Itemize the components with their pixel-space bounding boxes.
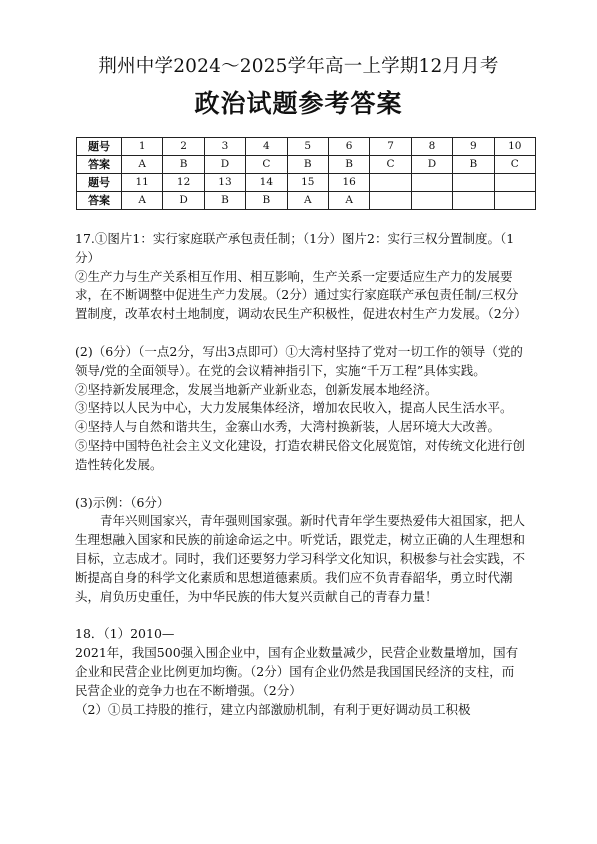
q18-part1-answer: 2021年，我国500强入围企业中，国有企业数量减少，民营企业数量增加，国有企业和民营企业比例更加均衡。（2分）国有企业仍然是我国国民经济的支柱，而民营企业的竞争力也在不断增强。（2分） <box>75 645 519 698</box>
answer-table-cell: 13 <box>204 174 245 192</box>
answer-table-cell: A <box>122 156 163 174</box>
answer-table-cell: B <box>328 156 369 174</box>
answer-table-cell: D <box>411 156 452 174</box>
answer-table-cell: A <box>122 192 163 210</box>
answer-table-cell: 10 <box>494 138 535 156</box>
answer-table-cell: 4 <box>246 138 287 156</box>
answer-table-cell: 14 <box>246 174 287 192</box>
answer-table-cell: D <box>163 192 204 210</box>
q17-part1-analysis: ②生产力与生产关系相互作用、相互影响，生产关系一定要适应生产力的发展要求，在不断调整中促进生产力发展。（2分）通过实行家庭联产承包责任制/三权分置制度，改革农村土地制度，调动农民生产积极性，促进农村生产力发展。（2分） <box>75 268 527 322</box>
answer-table-cell: 3 <box>204 138 245 156</box>
answer-table-cell: D <box>204 156 245 174</box>
answer-table-cell: 16 <box>328 174 369 192</box>
row-header-cell: 答案 <box>77 192 122 210</box>
answer-table-cell: 6 <box>328 138 369 156</box>
answer-table-cell: A <box>328 192 369 210</box>
answer-table-cell <box>453 174 494 192</box>
answer-table-cell: B <box>246 192 287 210</box>
q18-part2-answer: （2）①员工持股的推行，建立内部激励机制，有利于更好调动员工积极 <box>75 701 471 717</box>
answer-table-cell: 9 <box>453 138 494 156</box>
q17-part2-intro: (2)（6分）（一点2分，写出3点即可）①大湾村坚持了党对一切工作的领导（党的领导/党的全面领导）。在党的会议精神指引下，实施“千万工程”具体实践。 <box>75 343 523 378</box>
answer-table-cell: 1 <box>122 138 163 156</box>
q17-part1-answer: 17.①图片1：实行家庭联产承包责任制；（1分）图片2：实行三权分置制度。（1分） <box>75 231 515 265</box>
answer-table-cell: B <box>163 156 204 174</box>
q17-part2-point3: ③坚持以人民为中心，大力发展集体经济，增加农民收入，提高人民生活水平。 <box>75 400 513 416</box>
q17-part2-point4: ④坚持人与自然和谐共生，金寨山水秀，大湾村换新装，人居环境大大改善。 <box>75 419 501 435</box>
answer-table-cell: C <box>370 156 411 174</box>
answer-table <box>76 137 536 210</box>
answer-table-cell: 5 <box>287 138 328 156</box>
q17-part2-point2: ②坚持新发展理念，发展当地新产业新业态，创新发展本地经济。 <box>75 381 438 397</box>
row-header-cell: 题号 <box>77 174 122 192</box>
answer-body <box>75 230 525 719</box>
answer-table-cell <box>370 174 411 192</box>
answer-table-cell <box>494 174 535 192</box>
answer-table-cell: C <box>494 156 535 174</box>
q18-part1-heading: 18．（1）2010— <box>75 626 175 642</box>
answer-table-cell <box>370 192 411 210</box>
answer-table-cell <box>453 192 494 210</box>
answer-table-cell: B <box>287 156 328 174</box>
answer-table-cell: 8 <box>411 138 452 156</box>
answer-table-cell: A <box>287 192 328 210</box>
answer-table-cell: 2 <box>163 138 204 156</box>
answer-key-title: 政治试题参考答案 <box>194 89 403 118</box>
answer-table-row <box>77 156 536 174</box>
answer-table-row <box>77 138 536 156</box>
answer-table-row <box>77 192 536 210</box>
row-header-cell: 题号 <box>77 138 122 156</box>
answer-table-cell: 12 <box>163 174 204 192</box>
answer-table-cell <box>411 192 452 210</box>
answer-table-cell: B <box>204 192 245 210</box>
row-header-cell: 答案 <box>77 156 122 174</box>
exam-title: 荆州中学2024～2025学年高一上学期12月月考 <box>98 56 499 77</box>
answer-table-cell: C <box>246 156 287 174</box>
answer-table-cell: 11 <box>122 174 163 192</box>
answer-table-cell: B <box>453 156 494 174</box>
answer-table-row <box>77 174 536 192</box>
answer-table-cell: 7 <box>370 138 411 156</box>
answer-table-cell: 15 <box>287 174 328 192</box>
q17-part2-point5: ⑤坚持中国特色社会主义文化建设，打造农耕民俗文化展览馆，对传统文化进行创造性转化发展。 <box>75 437 526 472</box>
answer-table-cell <box>411 174 452 192</box>
q17-part3-heading: (3)示例：（6分） <box>75 494 170 510</box>
q17-part3-sample: 青年兴则国家兴，青年强则国家强。新时代青年学生要热爱伟大祖国家，把人生理想融入国家和民族的前途命运之中。听党话，跟党走，树立正确的人生理想和目标，立志成才。同时，我们还要努力学习科学文化知识，积极参与社会实践，不断提高自身的科学文化素质和思想道德素质。我们应不负青春韶华，勇立时代潮头，肩负历史重任，为中华民族的伟大复兴贡献自己的青春力量！ <box>75 513 526 604</box>
answer-table-cell <box>494 192 535 210</box>
